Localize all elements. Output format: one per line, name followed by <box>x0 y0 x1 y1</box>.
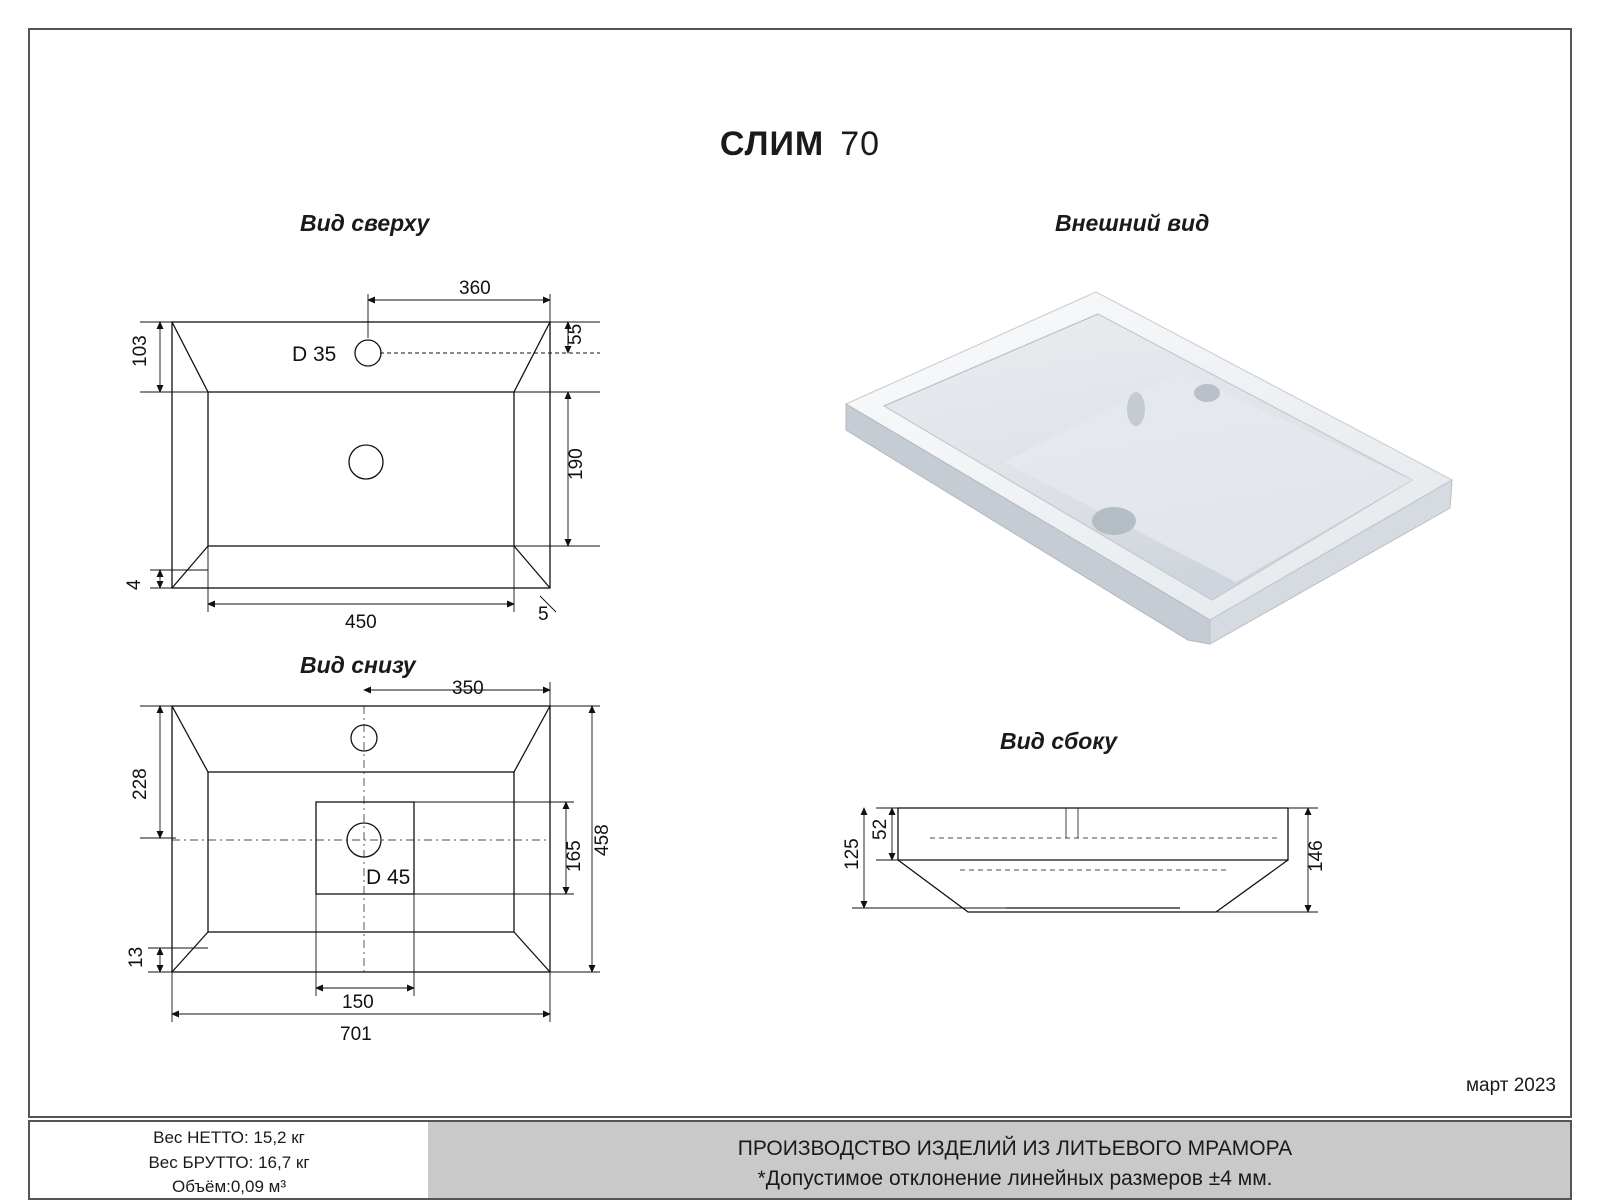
footer-divider <box>428 1120 460 1200</box>
dim-top-103: 103 <box>130 335 151 367</box>
weight-brutto: Вес БРУТТО: 16,7 кг <box>148 1152 310 1172</box>
dim-bottom-228: 228 <box>130 768 151 800</box>
production-title: ПРОИЗВОДСТВО ИЗДЕЛИЙ ИЗ ЛИТЬЕВОГО МРАМОРА <box>737 1137 1293 1160</box>
dim-top-hole: D 35 <box>292 343 337 366</box>
dim-side-146: 146 <box>1306 840 1327 872</box>
drawing-sheet <box>28 28 1572 1118</box>
weights-block <box>28 1120 428 1200</box>
title-text: СЛИМ <box>719 125 825 163</box>
dim-bottom-701: 701 <box>340 1024 372 1045</box>
dim-bottom-350: 350 <box>452 678 484 699</box>
production-note: *Допустимое отклонение линейных размеров ±4 мм. <box>757 1167 1273 1191</box>
dim-top-450: 450 <box>345 612 377 633</box>
dim-side-125: 125 <box>842 838 863 870</box>
dim-bottom-458: 458 <box>592 824 613 856</box>
production-block <box>460 1120 1572 1200</box>
dim-bottom-150: 150 <box>342 992 374 1013</box>
footer-bar <box>28 1120 1572 1200</box>
dim-bottom-165: 165 <box>564 840 585 872</box>
volume: Объём:0,09 м³ <box>171 1177 287 1197</box>
dim-top-360: 360 <box>459 278 491 299</box>
page-title <box>30 125 1570 164</box>
view-label-top: Вид сверху <box>300 210 430 236</box>
revision-date: март 2023 <box>1465 1075 1556 1096</box>
dim-side-52: 52 <box>870 818 891 840</box>
view-label-side: Вид сбоку <box>1000 728 1118 754</box>
title-model: 70 <box>840 125 881 163</box>
dim-top-190: 190 <box>566 448 587 480</box>
weight-netto: Вес НЕТТО: 15,2 кг <box>153 1128 305 1147</box>
dim-bottom-hole: D 45 <box>366 866 411 889</box>
dim-bottom-13: 13 <box>126 946 147 968</box>
view-label-bottom: Вид снизу <box>300 652 416 678</box>
view-label-exterior: Внешний вид <box>1055 210 1210 236</box>
dim-top-55: 55 <box>565 323 586 345</box>
dim-top-5: 5 <box>538 604 549 625</box>
dim-top-4: 4 <box>124 579 145 590</box>
